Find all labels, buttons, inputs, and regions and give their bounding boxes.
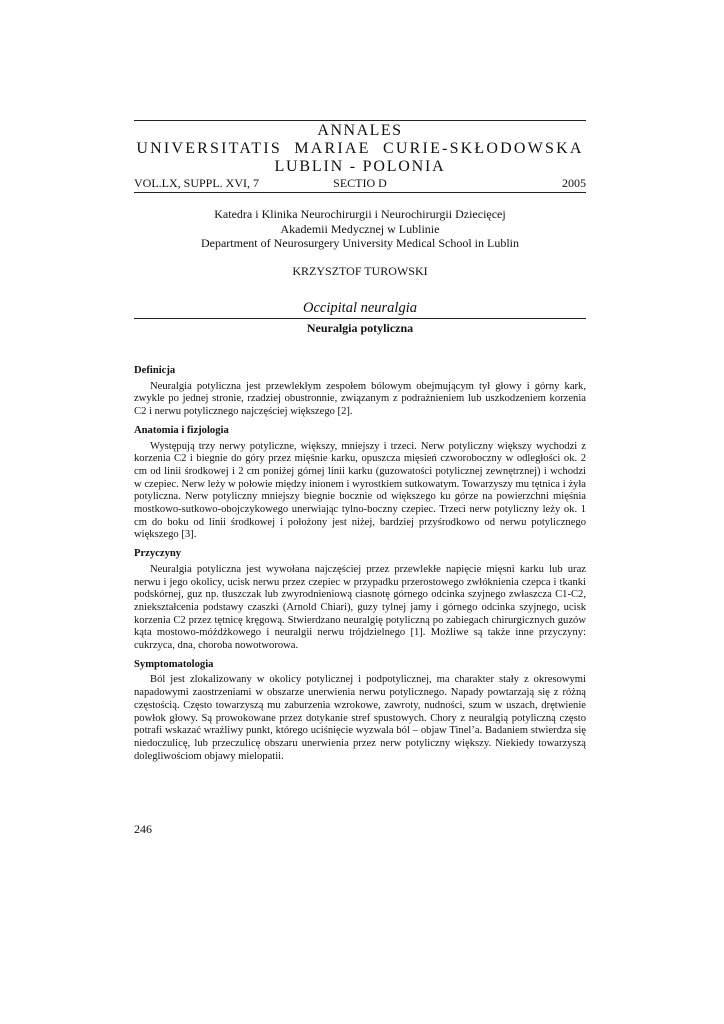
section-heading: Anatomia i fizjologia bbox=[134, 424, 229, 436]
section-definition bbox=[134, 365, 586, 419]
section-paragraph: Występują trzy nerwy potyliczne, większy, mniejszy i trzeci. Nerw potyliczny większy wychodzi z korzenia C2 i biegnie do góry przez mięśnie karku, opuszcza mięsień czworoboczny w odległości ok. 2 cm od linii środkowej i 2 cm poniżej górnej linii karku (guzowatości potylicznej zewnętrznej) i wchodzi w czepiec. Nerw leży w połowie między inionem i wyrostkiem sutkowatym. Towarzyszy mu tętnica i żyła potyliczna. Nerw potyliczny mniejszy biegnie bocznie od większego ku górze na powierzchni mięśnia mostkowo-sutkowo-obojczykowego unerwiając tylno-boczny czepiec. Trzeci nerw potyliczny leży ok. 1 cm do boku od linii środkowej i położony jest niżej, bardziej przyśrodkowo od nerwu potylicznego większego [3]. bbox=[134, 440, 586, 541]
section-heading: Definicja bbox=[134, 365, 176, 376]
affiliation-line1: Katedra i Klinika Neurochirurgii i Neurochirurgii Dziecięcej bbox=[214, 207, 506, 221]
journal-title-line1: ANNALES bbox=[317, 122, 403, 139]
volume-label: VOL.LX, SUPPL. XVI, 7 bbox=[134, 176, 260, 190]
header-rule bbox=[134, 192, 586, 193]
section-symptoms bbox=[134, 659, 586, 764]
affiliation-line3: Department of Neurosurgery University Medical School in Lublin bbox=[200, 236, 520, 250]
journal-title-line3: LUBLIN - POLONIA bbox=[274, 158, 446, 175]
section-paragraph: Neuralgia potyliczna jest wywołana najczęściej przez przewlekłe napięcie mięsni karku lub uraz nerwu i jego okolicy, ucisk nerwu przez czepiec w przypadku przerostowego zwłóknienia czepca i tkanki podskórnej, guz np. tłuszczak lub zwyrodnieniową ciasnotę górnego odcinka szyjnego zwłaszcza C1-C2, zniekształcenia podstawy czaszki (Arnold Chiari), guzy tylnej jamy i górnego odcinka szyjnego, ucisk korzenia C2 przez tętnicę kręgową. Stwierdzano neuralgię potyliczną po zabiegach chirurgicznych guzów kąta mostowo-móżdżkowego i neuralgii nerwu trójdzielnego [1]. Możliwe są także inne przyczyny: cukrzyca, dna, choroba nowotworowa. bbox=[134, 563, 586, 652]
section-anatomy bbox=[134, 425, 586, 542]
section-label: SECTIO D bbox=[333, 176, 387, 190]
year-label: 2005 bbox=[562, 176, 586, 190]
affiliation-line2: Akademii Medycznej w Lublinie bbox=[280, 221, 440, 236]
section-paragraph: Ból jest zlokalizowany w okolicy potylicznej i podpotylicznej, ma charakter stały z okresowymi napadowymi zaostrzeniami w obszarze unerwienia nerwu potylicznego. Napady powtarzają się z różną częstością. Często towarzyszą mu zaburzenia wzrokowe, zawroty, nudności, szum w uszach, drętwienie powłok głowy. Są prowokowane przez dotykanie stref spustowych. Chory z neuralgią potyliczną często potrafi wskazać wrażliwy punkt, którego uciśnięcie wyzwala ból – objaw Tinel’a. Badaniem stwierdza się niedoczulicę, lub przeczulicę obszaru unerwienia przez nerw potyliczny większy. Niekiedy towarzyszą dolegliwościom objawy mielopatii. bbox=[134, 674, 586, 762]
affiliation bbox=[134, 207, 586, 251]
journal-title-line2: UNIVERSITATIS MARIAE CURIE-SKŁODOWSKA bbox=[136, 140, 584, 157]
author-name: KRZYSZTOF TUROWSKI bbox=[292, 264, 428, 278]
article-body bbox=[134, 365, 586, 769]
title-rule bbox=[134, 318, 586, 319]
top-rule bbox=[134, 120, 586, 121]
section-paragraph: Neuralgia potyliczna jest przewlekłym zespołem bólowym obejmującym tył głowy i górny kark, zwykle po jednej stronie, rzadziej obustronnie, związanym z podrażnieniem lub uszkodzeniem korzenia C2 i nerwu potylicznego najczęściej większego [2]. bbox=[134, 380, 586, 418]
article-title: Occipital neuralgia bbox=[303, 300, 417, 316]
article-subtitle: Neuralgia potyliczna bbox=[306, 321, 414, 335]
page-number: 246 bbox=[134, 822, 152, 836]
section-causes bbox=[134, 548, 586, 653]
section-heading: Przyczyny bbox=[134, 548, 182, 560]
section-heading: Symptomatologia bbox=[134, 658, 214, 670]
